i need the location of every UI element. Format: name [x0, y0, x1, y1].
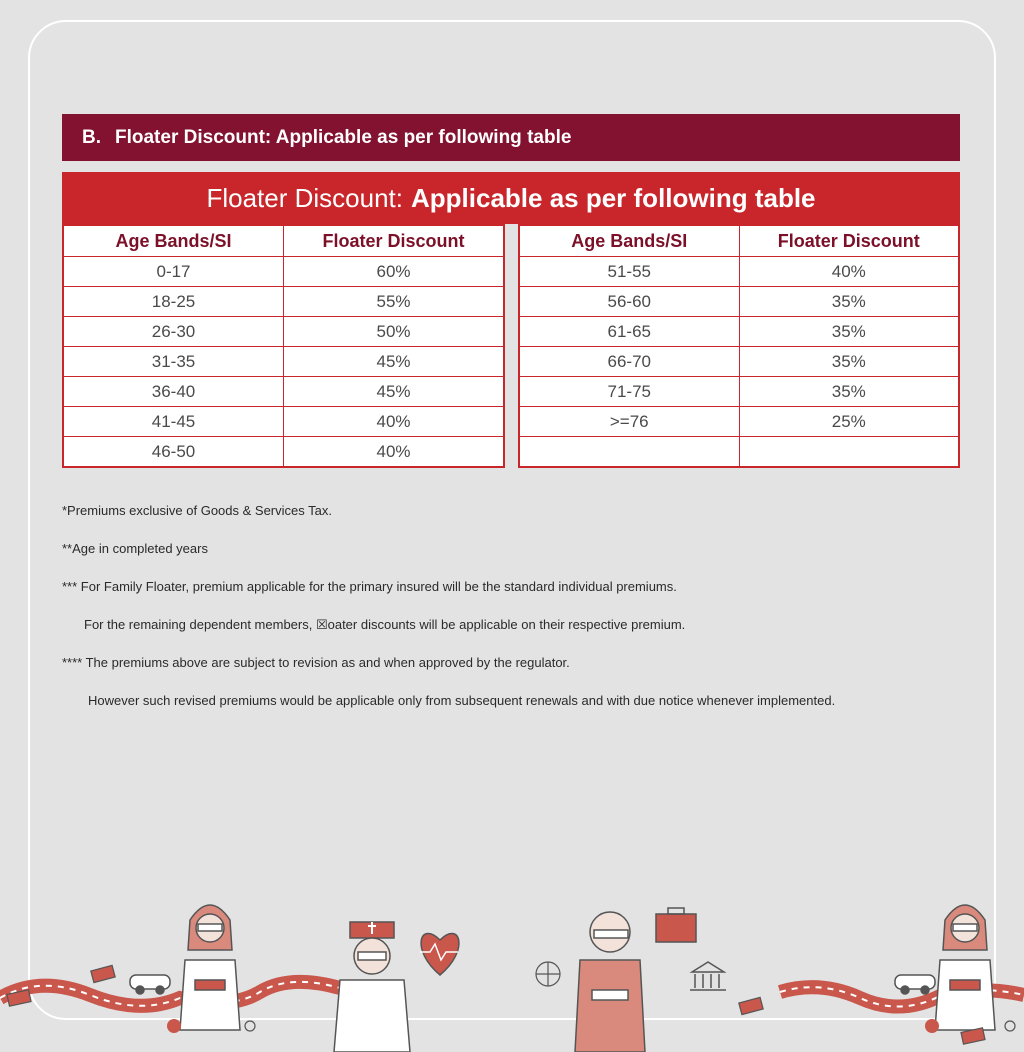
discount-cell: 55%	[284, 287, 505, 317]
table-row	[519, 317, 959, 347]
person-icon	[180, 905, 240, 1030]
table-row	[519, 377, 959, 407]
discount-cell: 35%	[739, 377, 959, 407]
heart-icon	[420, 933, 459, 975]
age-band-cell	[519, 437, 739, 468]
table-title-light: Floater Discount:	[206, 182, 403, 213]
discount-cell: 40%	[284, 407, 505, 437]
age-band-cell: 71-75	[519, 377, 739, 407]
page-frame	[28, 20, 996, 1020]
discount-cell: 35%	[739, 317, 959, 347]
age-band-cell: 66-70	[519, 347, 739, 377]
table-header-row	[63, 225, 504, 257]
table-row	[63, 407, 504, 437]
section-title: Floater Discount: Applicable as per following table	[115, 126, 572, 148]
footer-illustration	[0, 880, 1024, 1052]
phone-24-icon	[167, 1019, 939, 1033]
discount-cell: 40%	[739, 257, 959, 287]
globe-icon	[536, 962, 560, 986]
table-row	[519, 257, 959, 287]
age-band-cell: 41-45	[63, 407, 284, 437]
discount-cell	[739, 437, 959, 468]
briefcase-icon	[656, 908, 696, 942]
age-band-cell: 61-65	[519, 317, 739, 347]
age-band-cell: 31-35	[63, 347, 284, 377]
discount-cell: 45%	[284, 377, 505, 407]
table-row	[63, 437, 504, 468]
person-icon	[575, 912, 645, 1052]
age-band-cell: 0-17	[63, 257, 284, 287]
age-band-cell: 51-55	[519, 257, 739, 287]
discount-cell: 45%	[284, 347, 505, 377]
footnote-age: **Age in completed years	[62, 541, 208, 556]
table-row	[63, 287, 504, 317]
table-row	[519, 287, 959, 317]
column-header: Age Bands/SI	[519, 225, 739, 257]
car-icon	[130, 975, 170, 994]
section-header	[62, 114, 960, 161]
discount-cell: 60%	[284, 257, 505, 287]
table-header-row	[519, 225, 959, 257]
discount-cell: 35%	[739, 287, 959, 317]
footnote-gst: *Premiums exclusive of Goods & Services Tax.	[62, 503, 332, 518]
age-band-cell: 26-30	[63, 317, 284, 347]
table-row	[519, 437, 959, 468]
column-header: Floater Discount	[284, 225, 505, 257]
person-icon	[935, 905, 995, 1030]
table-row	[519, 407, 959, 437]
column-header: Age Bands/SI	[63, 225, 284, 257]
table-row	[63, 377, 504, 407]
bank-icon	[690, 962, 726, 990]
discount-cell: 35%	[739, 347, 959, 377]
age-band-cell: 46-50	[63, 437, 284, 468]
doctor-icon	[334, 922, 410, 1052]
age-band-cell: 36-40	[63, 377, 284, 407]
column-header: Floater Discount	[739, 225, 959, 257]
table-row	[519, 347, 959, 377]
age-band-cell: 18-25	[63, 287, 284, 317]
table-row	[63, 317, 504, 347]
table-row	[63, 347, 504, 377]
car-icon	[895, 975, 935, 994]
discount-table-left	[62, 224, 505, 468]
discount-cell: 25%	[739, 407, 959, 437]
footnote-family-floater: *** For Family Floater, premium applicable for the primary insured will be the standard individual premiums.	[62, 579, 677, 594]
age-band-cell: 56-60	[519, 287, 739, 317]
table-title-bold: Applicable as per following table	[411, 182, 816, 213]
footnote-family-floater-cont: For the remaining dependent members, ☒oater discounts will be applicable on their respective premium.	[84, 617, 686, 632]
table-row	[63, 257, 504, 287]
footnote-revision-cont: However such revised premiums would be applicable only from subsequent renewals and with due notice whenever implemented.	[88, 693, 836, 708]
age-band-cell: >=76	[519, 407, 739, 437]
discount-table-right	[518, 224, 960, 468]
discount-cell: 50%	[284, 317, 505, 347]
table-title-bar	[62, 172, 960, 224]
discount-cell: 40%	[284, 437, 505, 468]
section-letter: B.	[82, 126, 101, 148]
footnote-revision: **** The premiums above are subject to revision as and when approved by the regulator.	[62, 655, 570, 670]
